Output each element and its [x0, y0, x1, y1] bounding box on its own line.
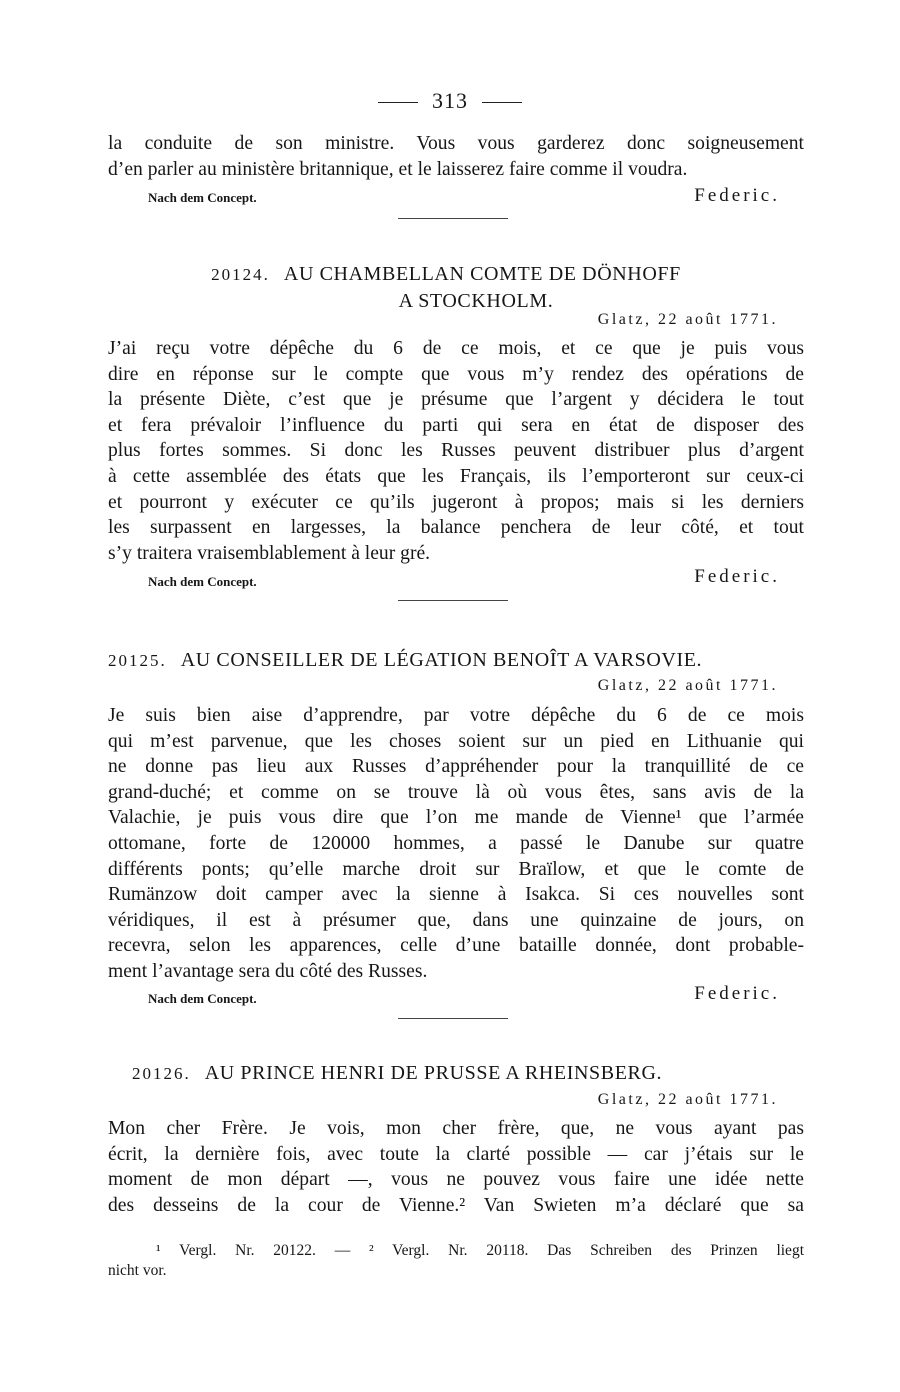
- section-divider: [398, 600, 508, 601]
- text-line: et pourront y exécuter ce qu’ils jugeront à propos; mais si les derniers: [108, 491, 804, 513]
- text-line: la conduite de son ministre. Vous vous garderez donc soigneusement: [108, 133, 804, 154]
- page-number: [0, 88, 900, 114]
- text-line: moment de mon départ —, vous ne pouvez vous faire une idée nette: [108, 1169, 804, 1191]
- letter-heading: [108, 647, 804, 674]
- text-line: Valachie, je puis vous dire que l’on me mande de Vienne¹ que l’armée: [108, 807, 804, 829]
- letter-addressee: AU CHAMBELLAN COMTE DE DÖNHOFF: [283, 263, 681, 285]
- letter-addressee-line2: A STOCKHOLM.: [398, 290, 554, 312]
- page-number-dash-right: [482, 102, 522, 103]
- text-line: différents ponts; qu’elle marche droit sur Braïlow, et que le comte de: [108, 858, 804, 880]
- text-line: ne donne pas lieu aux Russes d’appréhender pour la tranquillité de ce: [108, 756, 804, 778]
- text-line: et fera prévaloir l’influence du parti qui sera en état de disposer des: [108, 414, 804, 436]
- text-line: Je suis bien aise d’apprendre, par votre dépêche du 6 de ce mois: [108, 705, 804, 726]
- letter-signature-row: [108, 983, 804, 1007]
- text-line: écrit, la dernière fois, avec toute la clarté possible — car j’étais sur le: [108, 1143, 804, 1165]
- text-line: plus fortes sommes. Si donc les Russes peuvent distribuer plus d’argent: [108, 440, 804, 462]
- letter-dateline: Glatz, 22 août 1771.: [597, 1091, 778, 1108]
- letter-addressee: AU CONSEILLER DE LÉGATION BENOÎT A VARSOVIE.: [180, 649, 703, 671]
- letter-body: [108, 703, 804, 985]
- page-number-dash-left: [378, 102, 418, 103]
- page-number-text: 313: [432, 88, 468, 113]
- letter-heading: [108, 1060, 804, 1087]
- concept-note: Nach dem Concept.: [148, 991, 257, 1006]
- signature: Federic.: [694, 983, 780, 1004]
- text-line: véridiques, il est à présumer que, dans une quinzaine de jours, on: [108, 909, 804, 931]
- carryover-signature-row: [108, 185, 804, 209]
- text-line: s’y traitera vraisemblablement à leur gré.: [108, 542, 431, 564]
- text-line: ottomane, forte de 120000 hommes, a passé le Danube sur quatre: [108, 832, 804, 854]
- text-line: à cette assemblée des états que les Français, ils l’emporteront sur ceux-ci: [108, 465, 804, 487]
- footnote-line: nicht vor.: [108, 1262, 167, 1279]
- concept-note: Nach dem Concept.: [148, 574, 257, 589]
- text-line: des desseins de la cour de Vienne.² Van Swieten m’a déclaré que sa: [108, 1194, 804, 1216]
- text-line: d’en parler au ministère britannique, et le laisserez faire comme il voudra.: [108, 158, 688, 180]
- letter-number: 20126.: [132, 1064, 191, 1083]
- letter-dateline: Glatz, 22 août 1771.: [597, 311, 778, 328]
- letter-dateline: Glatz, 22 août 1771.: [597, 677, 778, 694]
- text-line: recevra, selon les apparences, celle d’une bataille donnée, dont probable-: [108, 935, 804, 957]
- footnotes: [108, 1241, 808, 1281]
- letter-signature-row: [108, 566, 804, 590]
- signature: Federic.: [694, 566, 780, 587]
- text-line: la présente Diète, c’est que je présume que l’argent y décidera le tout: [108, 389, 804, 411]
- text-line: les surpassent en largesses, la balance penchera de leur côté, et tout: [108, 517, 804, 539]
- letter-number: 20124.: [211, 265, 270, 284]
- text-line: J’ai reçu votre dépêche du 6 de ce mois, et ce que je puis vous: [108, 338, 804, 359]
- signature: Federic.: [694, 185, 780, 206]
- letter-heading: [108, 261, 804, 314]
- section-divider: [398, 1018, 508, 1019]
- concept-note: Nach dem Concept.: [148, 190, 257, 205]
- letter-number: 20125.: [108, 651, 167, 670]
- letter-addressee: AU PRINCE HENRI DE PRUSSE A RHEINSBERG.: [204, 1062, 663, 1084]
- letter-body: [108, 336, 804, 566]
- footnote-line: ¹ Vergl. Nr. 20122. — ² Vergl. Nr. 20118. Das Schreiben des Prinzen liegt: [156, 1242, 804, 1259]
- text-line: ment l’avantage sera du côté des Russes.: [108, 960, 428, 982]
- carryover-text: [108, 131, 804, 182]
- text-line: Rumänzow doit camper avec la sienne à Isakca. Si ces nouvelles sont: [108, 884, 804, 906]
- section-divider: [398, 218, 508, 219]
- text-line: grand-duché; et comme on se trouve là où vous êtes, sans avis de la: [108, 781, 804, 803]
- text-line: dire en réponse sur le compte que vous m’y rendez des opérations de: [108, 363, 804, 385]
- text-line: Mon cher Frère. Je vois, mon cher frère, que, ne vous ayant pas: [108, 1118, 804, 1139]
- letter-body: [108, 1116, 804, 1218]
- text-line: qui m’est parvenue, que les choses soient sur un pied en Lithuanie qui: [108, 730, 804, 752]
